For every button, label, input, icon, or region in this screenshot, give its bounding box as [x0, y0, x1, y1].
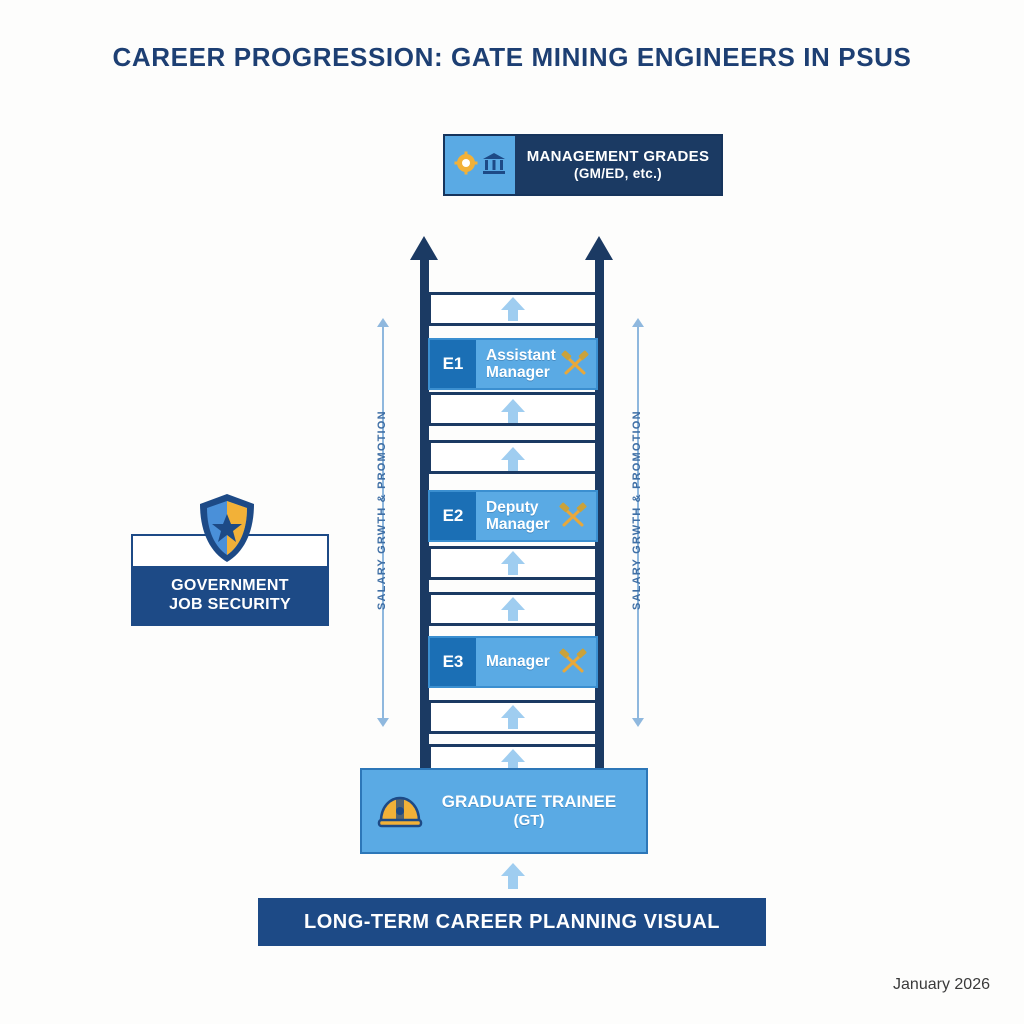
- page-title: CAREER PROGRESSION: GATE MINING ENGINEERS IN PSUS: [112, 42, 912, 72]
- progression-arrow-icon: [498, 704, 528, 730]
- management-grades-label: MANAGEMENT GRADES: [526, 147, 710, 165]
- ladder-arrow-right-icon: [585, 236, 613, 260]
- step-e3: [428, 636, 598, 688]
- progression-arrow-icon: [498, 550, 528, 576]
- step-e1-label: Assistant Manager: [486, 346, 556, 381]
- management-grades-sublabel: (GM/ED, etc.): [574, 165, 662, 181]
- step-e3-grade: E3: [430, 638, 476, 686]
- salary-growth-label-right: SALARY GRWTH & PROMOTION: [631, 410, 643, 610]
- graduate-trainee-sublabel: (GT): [513, 812, 545, 830]
- graduate-trainee-box: [360, 768, 648, 854]
- axis-cap-up-icon: [632, 318, 644, 327]
- axis-cap-down-icon: [632, 718, 644, 727]
- entry-arrow-icon: [498, 862, 528, 890]
- shield-icon: [196, 492, 258, 564]
- footer-banner: LONG-TERM CAREER PLANNING VISUAL: [258, 898, 766, 946]
- step-e3-label: Manager: [486, 653, 550, 671]
- salary-growth-label-left: SALARY GRWTH & PROMOTION: [376, 410, 388, 610]
- progression-arrow-icon: [498, 596, 528, 622]
- gov-card-line2: JOB SECURITY: [169, 596, 291, 613]
- graduate-trainee-label: GRADUATE TRAINEE: [441, 792, 617, 811]
- management-grades-box: [443, 134, 723, 196]
- hammers-icon: [554, 501, 596, 531]
- hammers-icon: [554, 647, 596, 677]
- bank-icon: [482, 151, 506, 180]
- step-e2: [428, 490, 598, 542]
- gear-icon: [454, 151, 478, 180]
- axis-cap-up-icon: [377, 318, 389, 327]
- progression-arrow-icon: [498, 398, 528, 424]
- graduate-trainee-text: [438, 791, 646, 831]
- management-grades-text: [515, 148, 721, 182]
- ladder-arrow-left-icon: [410, 236, 438, 260]
- gov-card-line1: GOVERNMENT: [171, 576, 289, 594]
- step-e1: [428, 338, 598, 390]
- progression-arrow-icon: [498, 446, 528, 472]
- helmet-icon: [362, 791, 438, 831]
- management-icon-group: [445, 136, 515, 194]
- progression-arrow-icon: [498, 296, 528, 322]
- hammers-icon: [556, 349, 598, 379]
- axis-cap-down-icon: [377, 718, 389, 727]
- date-label: January 2026: [893, 976, 990, 993]
- step-e2-grade: E2: [430, 492, 476, 540]
- government-job-security-text: [133, 566, 327, 624]
- step-e2-label: Deputy Manager: [486, 498, 550, 533]
- step-e1-grade: E1: [430, 340, 476, 388]
